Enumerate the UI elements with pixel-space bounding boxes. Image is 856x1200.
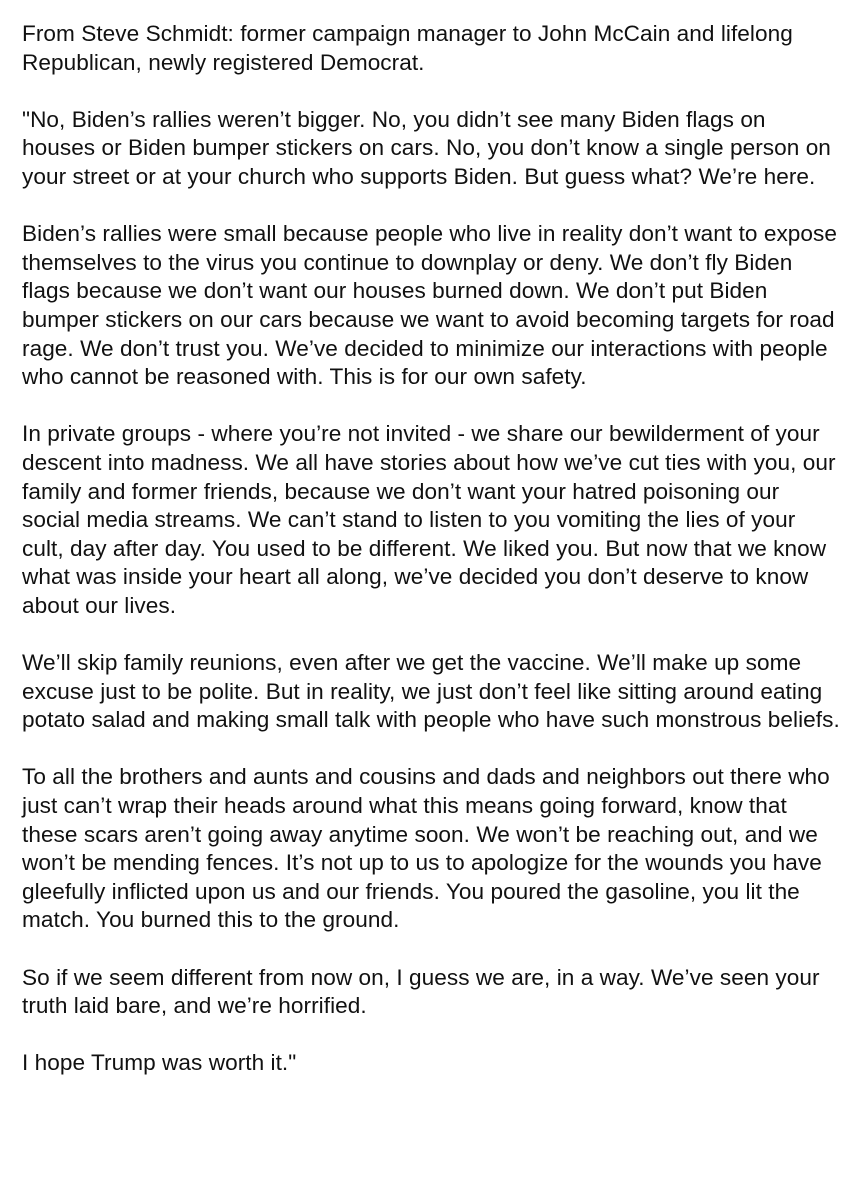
quote-paragraph-6: So if we seem different from now on, I guess we are, in a way. We’ve seen your truth laid bare, and we’re horrified. bbox=[22, 964, 820, 1019]
quote-paragraph-5: To all the brothers and aunts and cousins and dads and neighbors out there who just can’t wrap their heads around what this means going forward, know that these scars aren’t going away anytime soon. We won’t be reaching out, and we won’t be mending fences. It’s not up to us to apologize for the wounds you have gleefully inflicted upon us and our friends. You poured the gasoline, you lit the match. You burned this to the ground. bbox=[22, 764, 830, 933]
quote-paragraph-3: In private groups - where you’re not invited - we share our bewilderment of your descent into madness. We all have stories about how we’ve cut ties with you, our family and former friends, because we don’t want your hatred poisoning our social media streams. We can’t stand to listen to you vomiting the lies of your cult, day after day. You used to be different. We liked you. But now that we know what was inside your heart all along, we’ve decided you don’t deserve to know about our lives. bbox=[22, 421, 836, 618]
quote-paragraph-2: Biden’s rallies were small because people who live in reality don’t want to expose themselves to the virus you continue to downplay or deny. We don’t fly Biden flags because we don’t want our houses burned down. We don’t put Biden bumper stickers on our cars because we want to avoid becoming targets for road rage. We don’t trust you. We’ve decided to minimize our interactions with people who cannot be reasoned with. This is for our own safety. bbox=[22, 221, 837, 390]
quote-paragraph-4: We’ll skip family reunions, even after we get the vaccine. We’ll make up some excuse just to be polite. But in reality, we just don’t feel like sitting around eating potato salad and making small talk with people who have such monstrous beliefs. bbox=[22, 650, 840, 733]
quote-paragraph-1: "No, Biden’s rallies weren’t bigger. No, you didn’t see many Biden flags on houses or Biden bumper stickers on cars. No, you don’t know a single person on your street or at your church who supports Biden. But guess what? We’re here. bbox=[22, 106, 831, 189]
closing-paragraph: I hope Trump was worth it." bbox=[22, 1050, 297, 1076]
intro-paragraph: From Steve Schmidt: former campaign manager to John McCain and lifelong Republican, newly registered Democrat. bbox=[22, 21, 793, 75]
post-text-body bbox=[22, 20, 840, 1078]
